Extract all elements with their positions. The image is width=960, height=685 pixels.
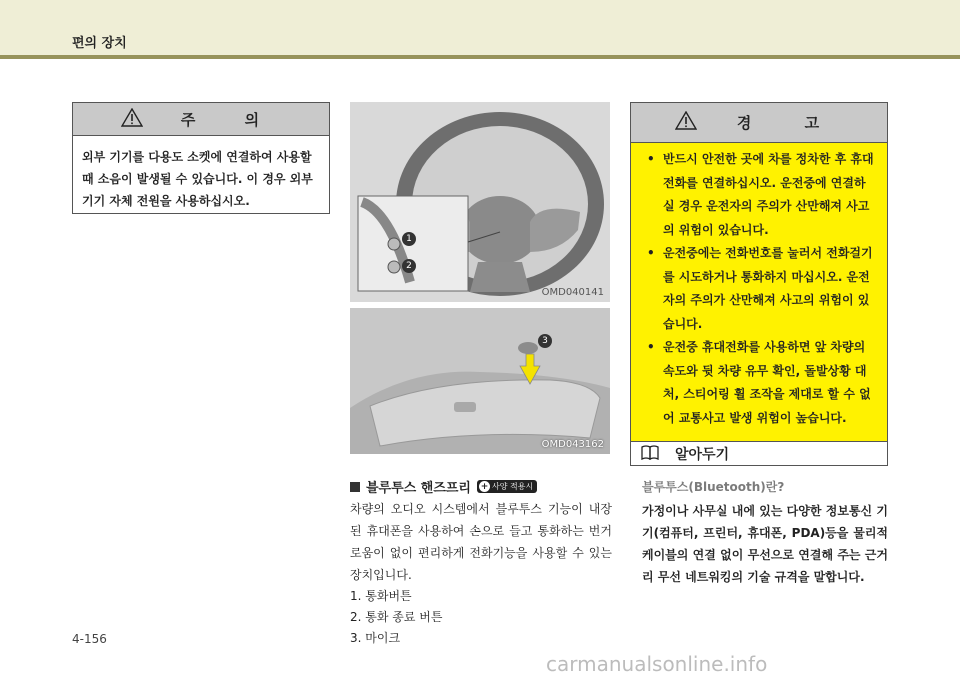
warning-header xyxy=(631,103,887,143)
header-rule xyxy=(0,55,960,59)
steering-wheel-illustration xyxy=(350,102,610,302)
list-item: 1. 통화버튼 xyxy=(350,589,412,603)
note-subtitle: 블루투스(Bluetooth)란? xyxy=(642,480,785,494)
page-number: 4-156 xyxy=(72,632,107,646)
sun-visor-illustration xyxy=(350,308,610,454)
caution-line: 기기 자체 전원을 사용하십시오. xyxy=(82,194,250,208)
option-badge-label: 사양 적용시 xyxy=(492,482,534,491)
warning-triangle-icon xyxy=(121,108,143,131)
note-title: 알아두기 xyxy=(675,446,730,463)
warning-box xyxy=(630,102,888,442)
section-title: 편의 장치 xyxy=(72,36,127,51)
header-band xyxy=(0,0,960,56)
bluetooth-heading xyxy=(350,477,537,496)
bluetooth-description: 차량의 오디오 시스템에서 블루투스 기능이 내장된 휴대폰을 사용하여 손으로 들고 통화하는 번거로움이 없이 편리하게 전화기능을 사용할 수 있는 장치입니다. xyxy=(350,502,612,582)
image-code: OMD040141 xyxy=(541,287,604,298)
list-item: 2. 통화 종료 버튼 xyxy=(350,610,443,624)
note-header xyxy=(630,441,888,466)
warning-item: • 운전중 휴대전화를 사용하면 앞 차량의 속도와 뒷 차량 유무 확인, 돌발상황 대처, 스티어링 휠 조작을 제대로 할 수 없어 교통사고 발생 위험이 높습니다. xyxy=(645,336,877,430)
caution-line: 외부 기기를 다용도 소켓에 연결하여 사용할 xyxy=(82,150,312,164)
list-item: 3. 마이크 xyxy=(350,631,401,645)
caution-box xyxy=(72,102,330,214)
plus-icon: + xyxy=(480,481,489,492)
caution-line: 때 소음이 발생될 수 있습니다. 이 경우 외부 xyxy=(82,172,313,186)
sun-visor-image xyxy=(350,308,610,454)
image-code: OMD043162 xyxy=(541,439,604,450)
callout-3: 3 xyxy=(538,334,552,348)
watermark: carmanualsonline.info xyxy=(546,652,768,676)
button-list xyxy=(350,586,442,649)
book-icon xyxy=(641,444,659,464)
callout-2: 2 xyxy=(402,259,416,273)
warning-triangle-icon xyxy=(675,111,697,134)
warning-list xyxy=(631,143,887,430)
option-badge xyxy=(477,480,537,493)
callout-1: 1 xyxy=(402,232,416,246)
note-body: 가정이나 사무실 내에 있는 다양한 정보통신 기기(컴퓨터, 프린터, 휴대폰, PDA)등을 물리적 케이블의 연결 없이 무선으로 연결해 주는 근거리 무선 네트워킹의 기술 규격을 말합니다. xyxy=(642,504,888,584)
warning-title: 경 고 xyxy=(736,114,844,132)
caution-title: 주 의 xyxy=(180,110,282,129)
square-bullet-icon xyxy=(350,482,360,492)
caution-header xyxy=(73,103,329,136)
caution-text xyxy=(73,136,329,222)
warning-item: • 운전중에는 전화번호를 눌러서 전화걸기를 시도하거나 통화하지 마십시오. 운전자의 주의가 산만해져 사고의 위험이 있습니다. xyxy=(645,242,877,336)
steering-wheel-image xyxy=(350,102,610,302)
bluetooth-title: 블루투스 핸즈프리 xyxy=(366,481,471,496)
warning-item: • 반드시 안전한 곳에 차를 정차한 후 휴대전화를 연결하십시오. 운전중에 연결하실 경우 운전자의 주의가 산만해져 사고의 위험이 있습니다. xyxy=(645,148,877,242)
